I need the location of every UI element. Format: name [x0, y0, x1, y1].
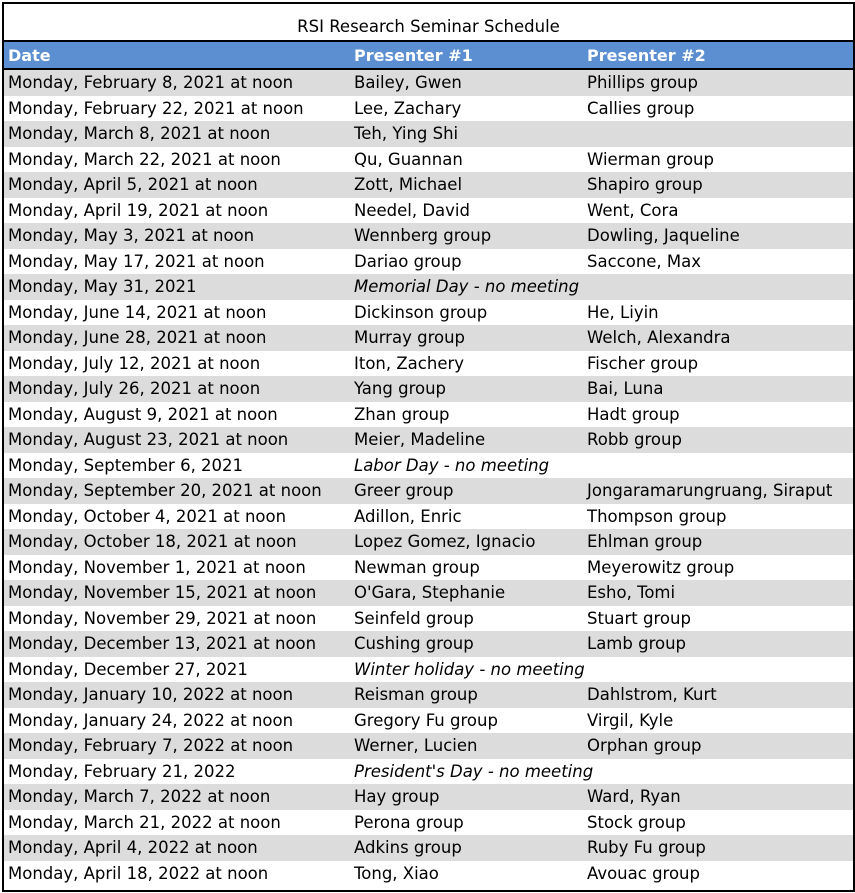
presenter-2-cell	[583, 121, 853, 147]
presenter-2-cell: Orphan group	[583, 733, 853, 759]
table-row	[4, 147, 853, 173]
presenter-2-cell: Saccone, Max	[583, 249, 853, 275]
table-row	[4, 631, 853, 657]
sheet-title: RSI Research Seminar Schedule	[4, 4, 853, 42]
header-presenter-1: Presenter #1	[350, 42, 583, 69]
date-cell: Monday, March 22, 2021 at noon	[4, 147, 350, 173]
presenter-1-cell: Qu, Guannan	[350, 147, 583, 173]
table-row	[4, 606, 853, 632]
date-cell: Monday, March 21, 2022 at noon	[4, 810, 350, 836]
date-cell: Monday, February 8, 2021 at noon	[4, 69, 350, 96]
table-row	[4, 121, 853, 147]
date-cell: Monday, December 27, 2021	[4, 657, 350, 683]
table-row	[4, 861, 853, 887]
table-row	[4, 172, 853, 198]
date-cell: Monday, January 24, 2022 at noon	[4, 708, 350, 734]
table-row	[4, 427, 853, 453]
table-row	[4, 198, 853, 224]
presenter-2-cell: Esho, Tomi	[583, 580, 853, 606]
presenter-1-cell: Zott, Michael	[350, 172, 583, 198]
table-row	[4, 504, 853, 530]
date-cell: Monday, November 29, 2021 at noon	[4, 606, 350, 632]
date-cell: Monday, January 10, 2022 at noon	[4, 682, 350, 708]
header-presenter-2: Presenter #2	[583, 42, 853, 69]
table-row	[4, 478, 853, 504]
presenter-2-cell: Ehlman group	[583, 529, 853, 555]
date-cell: Monday, December 13, 2021 at noon	[4, 631, 350, 657]
presenter-1-cell: Murray group	[350, 325, 583, 351]
presenter-2-cell: Thompson group	[583, 504, 853, 530]
date-cell: Monday, May 17, 2021 at noon	[4, 249, 350, 275]
table-row	[4, 682, 853, 708]
table-row	[4, 453, 853, 479]
table-row	[4, 69, 853, 96]
date-cell: Monday, March 7, 2022 at noon	[4, 784, 350, 810]
presenter-1-cell: Wennberg group	[350, 223, 583, 249]
presenter-2-cell: Dahlstrom, Kurt	[583, 682, 853, 708]
no-meeting-note: President's Day - no meeting	[350, 759, 853, 785]
presenter-2-cell: Welch, Alexandra	[583, 325, 853, 351]
presenter-1-cell: Reisman group	[350, 682, 583, 708]
date-cell: Monday, July 12, 2021 at noon	[4, 351, 350, 377]
presenter-2-cell: Dowling, Jaqueline	[583, 223, 853, 249]
table-row	[4, 325, 853, 351]
presenter-2-cell: Hadt group	[583, 402, 853, 428]
presenter-1-cell: Dariao group	[350, 249, 583, 275]
presenter-2-cell: Virgil, Kyle	[583, 708, 853, 734]
presenter-1-cell: Lee, Zachary	[350, 96, 583, 122]
date-cell: Monday, October 4, 2021 at noon	[4, 504, 350, 530]
date-cell: Monday, September 6, 2021	[4, 453, 350, 479]
header-row	[4, 42, 853, 69]
table-row	[4, 300, 853, 326]
presenter-2-cell: Stock group	[583, 810, 853, 836]
schedule-sheet	[2, 2, 855, 892]
date-cell: Monday, April 5, 2021 at noon	[4, 172, 350, 198]
table-row	[4, 249, 853, 275]
date-cell: Monday, February 7, 2022 at noon	[4, 733, 350, 759]
presenter-1-cell: Tong, Xiao	[350, 861, 583, 887]
date-cell: Monday, November 1, 2021 at noon	[4, 555, 350, 581]
date-cell: Monday, April 19, 2021 at noon	[4, 198, 350, 224]
date-cell: Monday, August 9, 2021 at noon	[4, 402, 350, 428]
date-cell: Monday, February 21, 2022	[4, 759, 350, 785]
schedule-table	[4, 42, 853, 886]
date-cell: Monday, September 20, 2021 at noon	[4, 478, 350, 504]
table-row	[4, 223, 853, 249]
presenter-1-cell: Zhan group	[350, 402, 583, 428]
presenter-2-cell: Phillips group	[583, 69, 853, 96]
presenter-1-cell: Meier, Madeline	[350, 427, 583, 453]
presenter-2-cell: Jongaramarungruang, Siraput	[583, 478, 853, 504]
date-cell: Monday, June 28, 2021 at noon	[4, 325, 350, 351]
table-row	[4, 351, 853, 377]
presenter-1-cell: Iton, Zachery	[350, 351, 583, 377]
header-date: Date	[4, 42, 350, 69]
presenter-2-cell: Ruby Fu group	[583, 835, 853, 861]
presenter-1-cell: Gregory Fu group	[350, 708, 583, 734]
date-cell: Monday, April 4, 2022 at noon	[4, 835, 350, 861]
presenter-1-cell: Adkins group	[350, 835, 583, 861]
no-meeting-note: Labor Day - no meeting	[350, 453, 853, 479]
presenter-2-cell: Fischer group	[583, 351, 853, 377]
table-row	[4, 529, 853, 555]
presenter-2-cell: Went, Cora	[583, 198, 853, 224]
date-cell: Monday, November 15, 2021 at noon	[4, 580, 350, 606]
presenter-2-cell: Lamb group	[583, 631, 853, 657]
presenter-2-cell: Bai, Luna	[583, 376, 853, 402]
presenter-2-cell: Ward, Ryan	[583, 784, 853, 810]
presenter-2-cell: He, Liyin	[583, 300, 853, 326]
table-row	[4, 96, 853, 122]
presenter-2-cell: Robb group	[583, 427, 853, 453]
presenter-1-cell: Bailey, Gwen	[350, 69, 583, 96]
date-cell: Monday, February 22, 2021 at noon	[4, 96, 350, 122]
date-cell: Monday, April 18, 2022 at noon	[4, 861, 350, 887]
presenter-1-cell: Dickinson group	[350, 300, 583, 326]
presenter-1-cell: Needel, David	[350, 198, 583, 224]
presenter-1-cell: O'Gara, Stephanie	[350, 580, 583, 606]
date-cell: Monday, October 18, 2021 at noon	[4, 529, 350, 555]
table-row	[4, 580, 853, 606]
date-cell: Monday, August 23, 2021 at noon	[4, 427, 350, 453]
date-cell: Monday, June 14, 2021 at noon	[4, 300, 350, 326]
table-row	[4, 376, 853, 402]
presenter-1-cell: Adillon, Enric	[350, 504, 583, 530]
date-cell: Monday, May 3, 2021 at noon	[4, 223, 350, 249]
table-row	[4, 733, 853, 759]
presenter-1-cell: Newman group	[350, 555, 583, 581]
presenter-1-cell: Teh, Ying Shi	[350, 121, 583, 147]
no-meeting-note: Winter holiday - no meeting	[350, 657, 853, 683]
presenter-1-cell: Seinfeld group	[350, 606, 583, 632]
presenter-1-cell: Hay group	[350, 784, 583, 810]
no-meeting-note: Memorial Day - no meeting	[350, 274, 853, 300]
date-cell: Monday, July 26, 2021 at noon	[4, 376, 350, 402]
table-row	[4, 402, 853, 428]
presenter-2-cell: Stuart group	[583, 606, 853, 632]
table-row	[4, 555, 853, 581]
table-row	[4, 835, 853, 861]
presenter-2-cell: Meyerowitz group	[583, 555, 853, 581]
date-cell: Monday, March 8, 2021 at noon	[4, 121, 350, 147]
presenter-1-cell: Cushing group	[350, 631, 583, 657]
table-row	[4, 784, 853, 810]
presenter-2-cell: Wierman group	[583, 147, 853, 173]
presenter-1-cell: Lopez Gomez, Ignacio	[350, 529, 583, 555]
table-row	[4, 274, 853, 300]
table-row	[4, 759, 853, 785]
presenter-1-cell: Perona group	[350, 810, 583, 836]
presenter-2-cell: Avouac group	[583, 861, 853, 887]
presenter-1-cell: Werner, Lucien	[350, 733, 583, 759]
date-cell: Monday, May 31, 2021	[4, 274, 350, 300]
presenter-1-cell: Yang group	[350, 376, 583, 402]
table-row	[4, 657, 853, 683]
presenter-1-cell: Greer group	[350, 478, 583, 504]
table-row	[4, 810, 853, 836]
presenter-2-cell: Shapiro group	[583, 172, 853, 198]
schedule-body	[4, 69, 853, 886]
table-row	[4, 708, 853, 734]
presenter-2-cell: Callies group	[583, 96, 853, 122]
